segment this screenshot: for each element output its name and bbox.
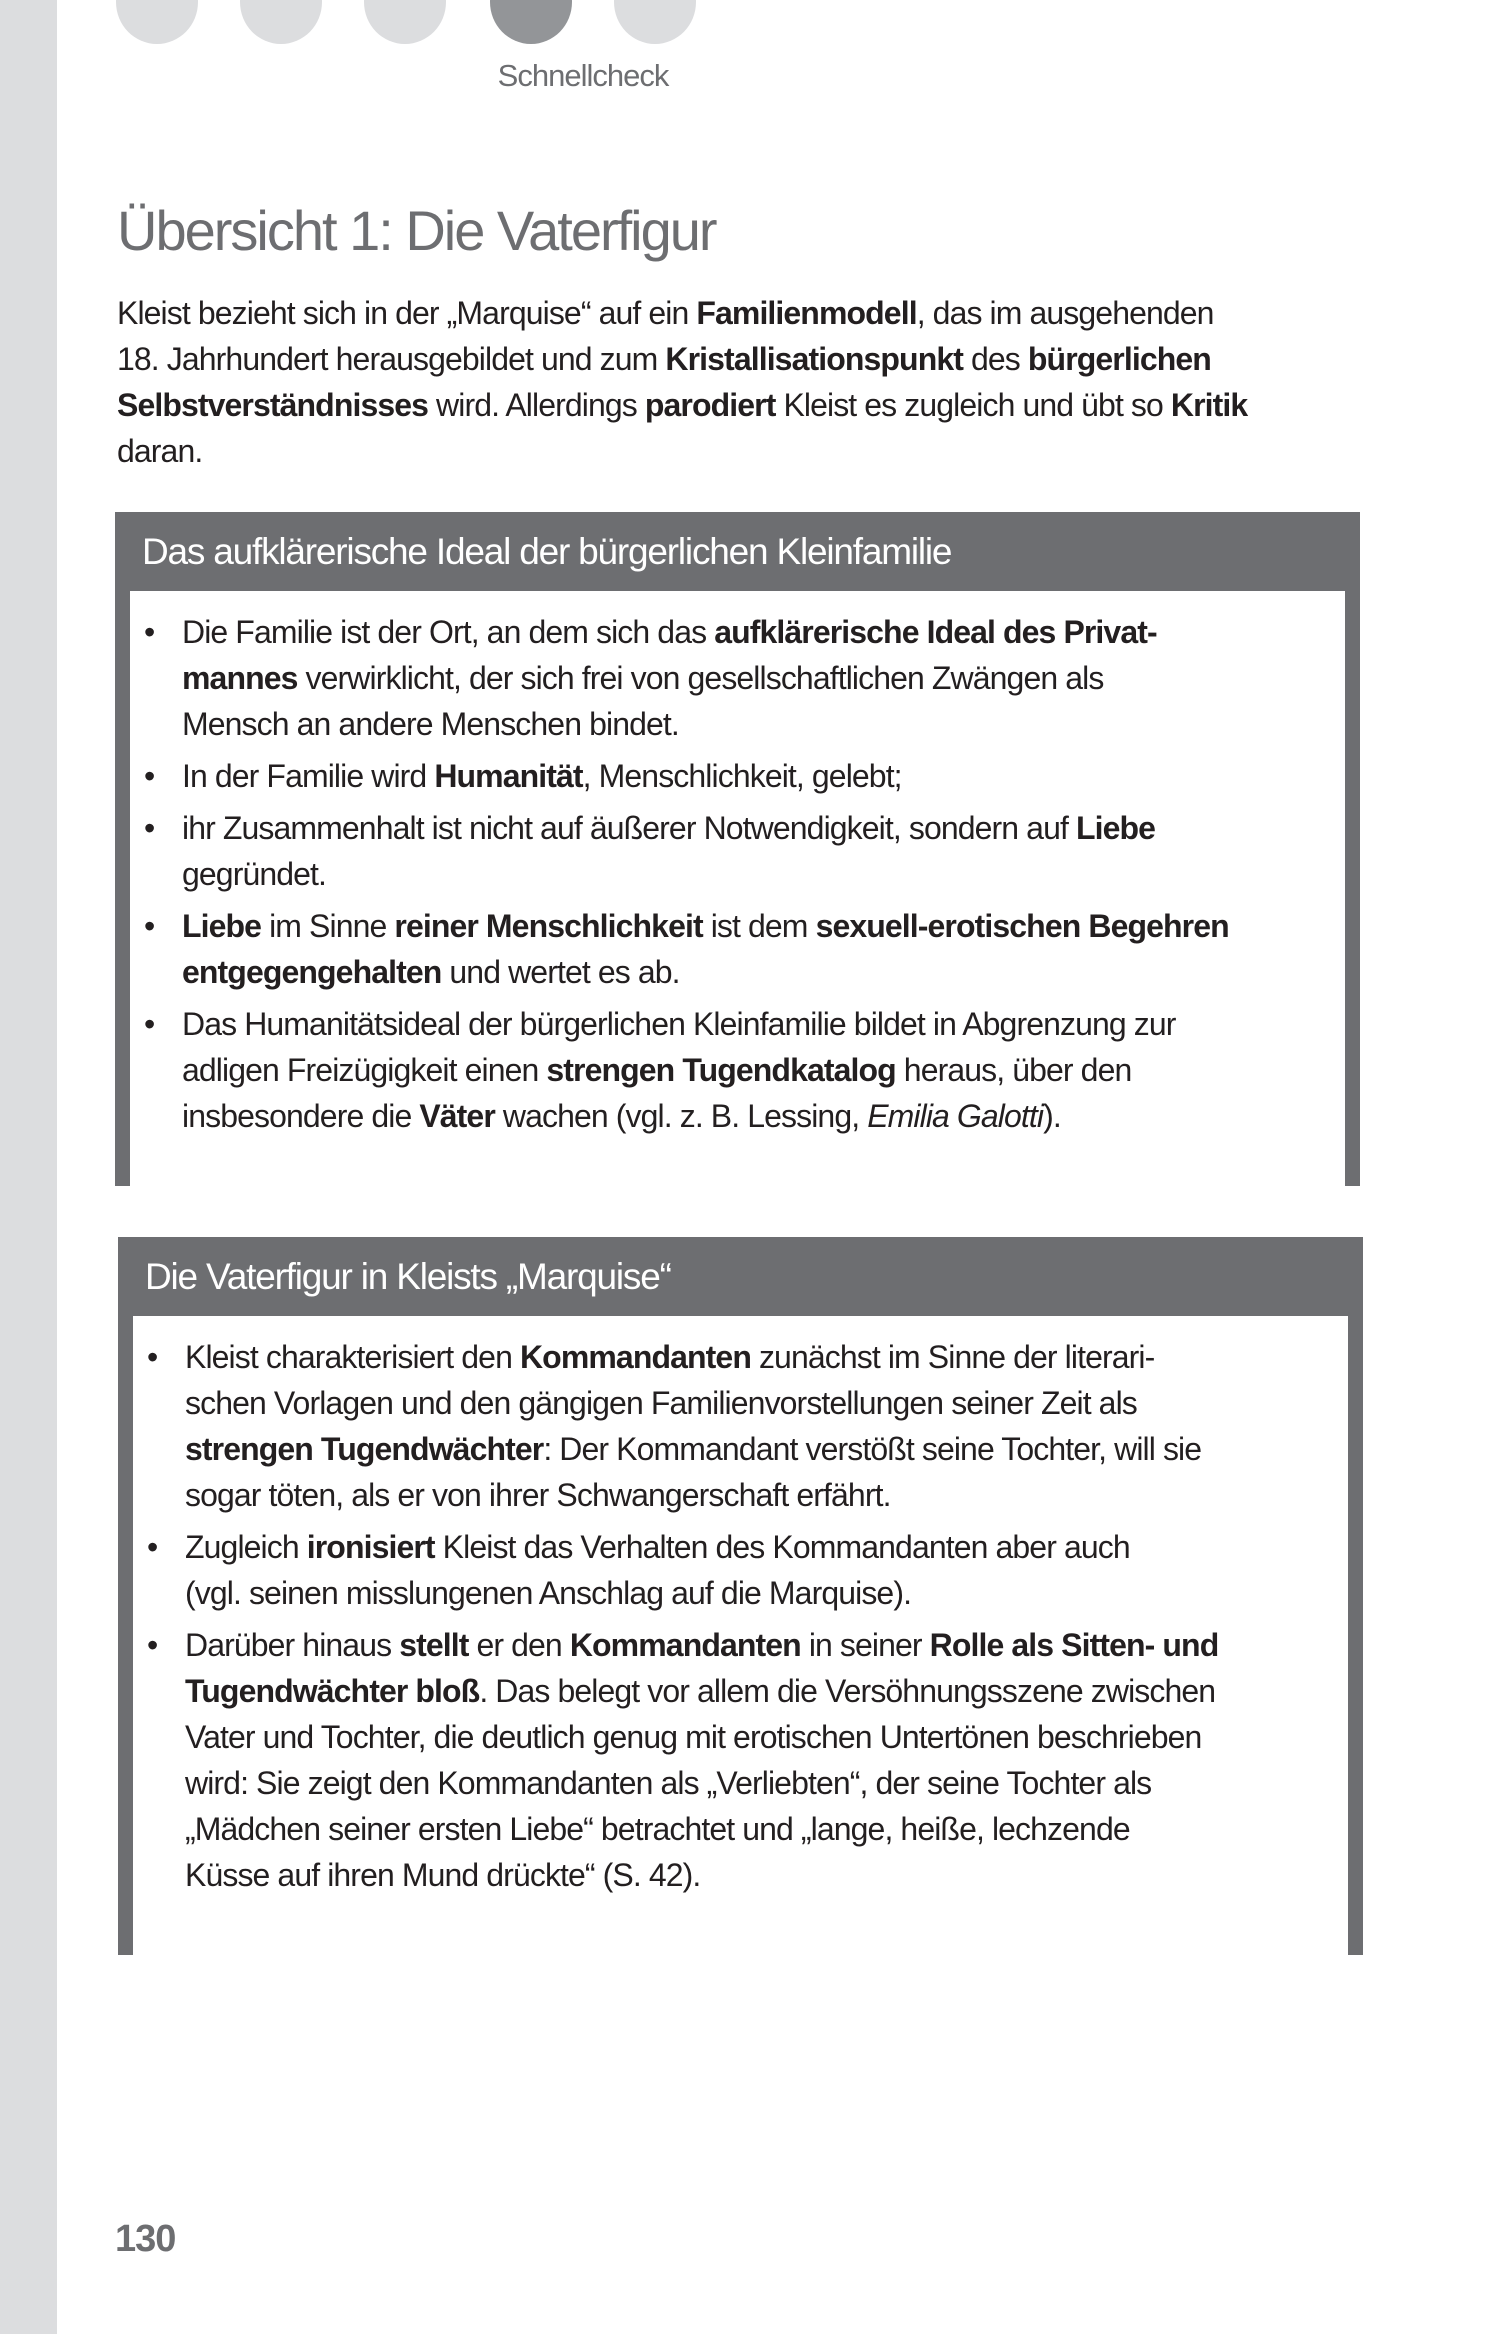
text-run: gegründet. — [182, 856, 327, 892]
nav-dot[interactable] — [364, 0, 446, 44]
bold-text: entgegengehalten — [182, 954, 442, 990]
text-line — [185, 1380, 1348, 1426]
bullet-item — [130, 753, 1345, 799]
bold-text: stellt — [399, 1627, 469, 1663]
bold-text: Kristallisationspunkt — [665, 341, 964, 377]
text-line — [182, 1093, 1345, 1139]
text-run: . Das belegt vor allem die Versöhnungsszene zwischen — [479, 1673, 1216, 1709]
text-line — [182, 609, 1345, 655]
text-line — [117, 428, 1247, 474]
bold-text: Rolle als Sitten- und — [929, 1627, 1219, 1663]
text-line — [185, 1472, 1348, 1518]
text-run: Kleist es zugleich und übt so — [775, 387, 1171, 423]
text-line — [185, 1524, 1348, 1570]
box-heading: Das aufklärerische Ideal der bürgerlichen Kleinfamilie — [142, 531, 952, 572]
bullet-item — [130, 609, 1345, 747]
italic-text: Emilia Galotti — [867, 1098, 1044, 1134]
bold-text: Kritik — [1170, 387, 1248, 423]
bullet-item — [133, 1334, 1348, 1518]
box-body — [130, 591, 1345, 1189]
text-run: heraus, über den — [895, 1052, 1132, 1088]
text-run: „Mädchen seiner ersten Liebe“ betrachtet und „lange, heiße, lechzende — [185, 1811, 1130, 1847]
bold-text: bürgerlichen — [1027, 341, 1211, 377]
nav-dot[interactable] — [240, 0, 322, 44]
page-title: Übersicht 1: Die Vaterfigur — [117, 199, 716, 262]
text-run: sogar töten, als er von ihrer Schwangerschaft erfährt. — [185, 1477, 891, 1513]
bold-text: Liebe — [1075, 810, 1156, 846]
text-run: und wertet es ab. — [441, 954, 680, 990]
text-run: : Der Kommandant verstößt seine Tochter, will sie — [543, 1431, 1202, 1467]
text-run: , das im ausgehenden — [916, 295, 1214, 331]
text-line — [185, 1714, 1348, 1760]
text-line — [185, 1668, 1348, 1714]
text-run: schen Vorlagen und den gängigen Familienvorstellungen seiner Zeit als — [185, 1385, 1137, 1421]
text-line — [117, 336, 1247, 382]
bold-text: aufklärerische Ideal des Privat- — [714, 614, 1157, 650]
text-line — [182, 655, 1345, 701]
text-line — [182, 753, 1345, 799]
bold-text: Väter — [419, 1098, 495, 1134]
intro-paragraph — [117, 290, 1247, 474]
text-run: im Sinne — [261, 908, 395, 944]
text-run: Kleist das Verhalten des Kommandanten aber auch — [434, 1529, 1130, 1565]
text-run: wachen (vgl. z. B. Lessing, — [494, 1098, 868, 1134]
text-run: , Menschlichkeit, gelebt; — [582, 758, 902, 794]
text-line — [185, 1806, 1348, 1852]
text-run: insbesondere die — [182, 1098, 420, 1134]
text-line — [182, 851, 1345, 897]
bold-text: Selbstverständnisses — [117, 387, 429, 423]
text-run: ist dem — [702, 908, 816, 944]
text-line — [182, 949, 1345, 995]
text-line — [185, 1570, 1348, 1616]
text-run: Kleist bezieht sich in der „Marquise“ auf ein — [117, 295, 697, 331]
text-line — [117, 382, 1247, 428]
page-edge-strip — [0, 0, 57, 2334]
text-run: ). — [1043, 1098, 1061, 1134]
text-run: wird. Allerdings — [428, 387, 645, 423]
text-run: Mensch an andere Menschen bindet. — [182, 706, 679, 742]
bold-text: Kommandanten — [519, 1339, 751, 1375]
bold-text: strengen Tugendkatalog — [546, 1052, 896, 1088]
bold-text: Humanität — [434, 758, 583, 794]
text-run: zunächst im Sinne der literari- — [750, 1339, 1155, 1375]
text-run: Zugleich — [185, 1529, 307, 1565]
box-body — [133, 1316, 1348, 1959]
text-run: in seiner — [800, 1627, 930, 1663]
nav-dot[interactable] — [116, 0, 198, 44]
text-line — [185, 1852, 1348, 1898]
text-run: verwirklicht, der sich frei von gesellschaftlichen Zwängen als — [297, 660, 1104, 696]
bold-text: mannes — [182, 660, 298, 696]
text-run: des — [963, 341, 1028, 377]
bold-text: ironisiert — [306, 1529, 435, 1565]
text-run: Darüber hinaus — [185, 1627, 400, 1663]
text-run: Kleist charakterisiert den — [185, 1339, 520, 1375]
text-line — [182, 701, 1345, 747]
text-run: 18. Jahrhundert herausgebildet und zum — [117, 341, 666, 377]
bold-text: Kommandanten — [569, 1627, 801, 1663]
text-run: adligen Freizügigkeit einen — [182, 1052, 547, 1088]
bullet-item — [130, 805, 1345, 897]
bold-text: Familienmodell — [696, 295, 917, 331]
text-line — [182, 903, 1345, 949]
nav-dot-active[interactable] — [490, 0, 572, 44]
bold-text: strengen Tugendwächter — [185, 1431, 544, 1467]
text-run: daran. — [117, 433, 203, 469]
text-run: Die Familie ist der Ort, an dem sich das — [182, 614, 715, 650]
info-box-vaterfigur — [118, 1237, 1363, 1955]
text-line — [182, 1001, 1345, 1047]
text-run: Vater und Tochter, die deutlich genug mit erotischen Untertönen beschrieben — [185, 1719, 1202, 1755]
text-line — [182, 805, 1345, 851]
text-run: (vgl. seinen misslungenen Anschlag auf die Marquise). — [185, 1575, 912, 1611]
text-run: wird: Sie zeigt den Kommandanten als „Verliebten“, der seine Tochter als — [185, 1765, 1152, 1801]
text-line — [185, 1760, 1348, 1806]
text-run: In der Familie wird — [182, 758, 435, 794]
text-line — [185, 1426, 1348, 1472]
bold-text: sexuell-erotischen Begehren — [815, 908, 1229, 944]
text-run: Das Humanitätsideal der bürgerlichen Kleinfamilie bildet in Abgrenzung zur — [182, 1006, 1176, 1042]
bold-text: Tugendwächter bloß — [185, 1673, 480, 1709]
bullet-item — [133, 1524, 1348, 1616]
bold-text: Liebe — [182, 908, 262, 944]
bullet-item — [130, 1001, 1345, 1139]
bullet-item — [133, 1622, 1348, 1898]
text-line — [185, 1334, 1348, 1380]
text-line — [182, 1047, 1345, 1093]
page-number: 130 — [115, 2218, 176, 2260]
box-heading: Die Vaterfigur in Kleists „Marquise“ — [145, 1256, 671, 1297]
bold-text: reiner Menschlichkeit — [394, 908, 703, 944]
text-line — [185, 1622, 1348, 1668]
text-run: Küsse auf ihren Mund drückte“ (S. 42). — [185, 1857, 701, 1893]
nav-dot[interactable] — [614, 0, 696, 44]
section-label: Schnellcheck — [497, 58, 669, 93]
text-run: er den — [468, 1627, 570, 1663]
text-line — [117, 290, 1247, 336]
text-run: ihr Zusammenhalt ist nicht auf äußerer Notwendigkeit, sondern auf — [182, 810, 1076, 846]
bullet-item — [130, 903, 1345, 995]
info-box-ideal — [115, 512, 1360, 1186]
bold-text: parodiert — [644, 387, 776, 423]
